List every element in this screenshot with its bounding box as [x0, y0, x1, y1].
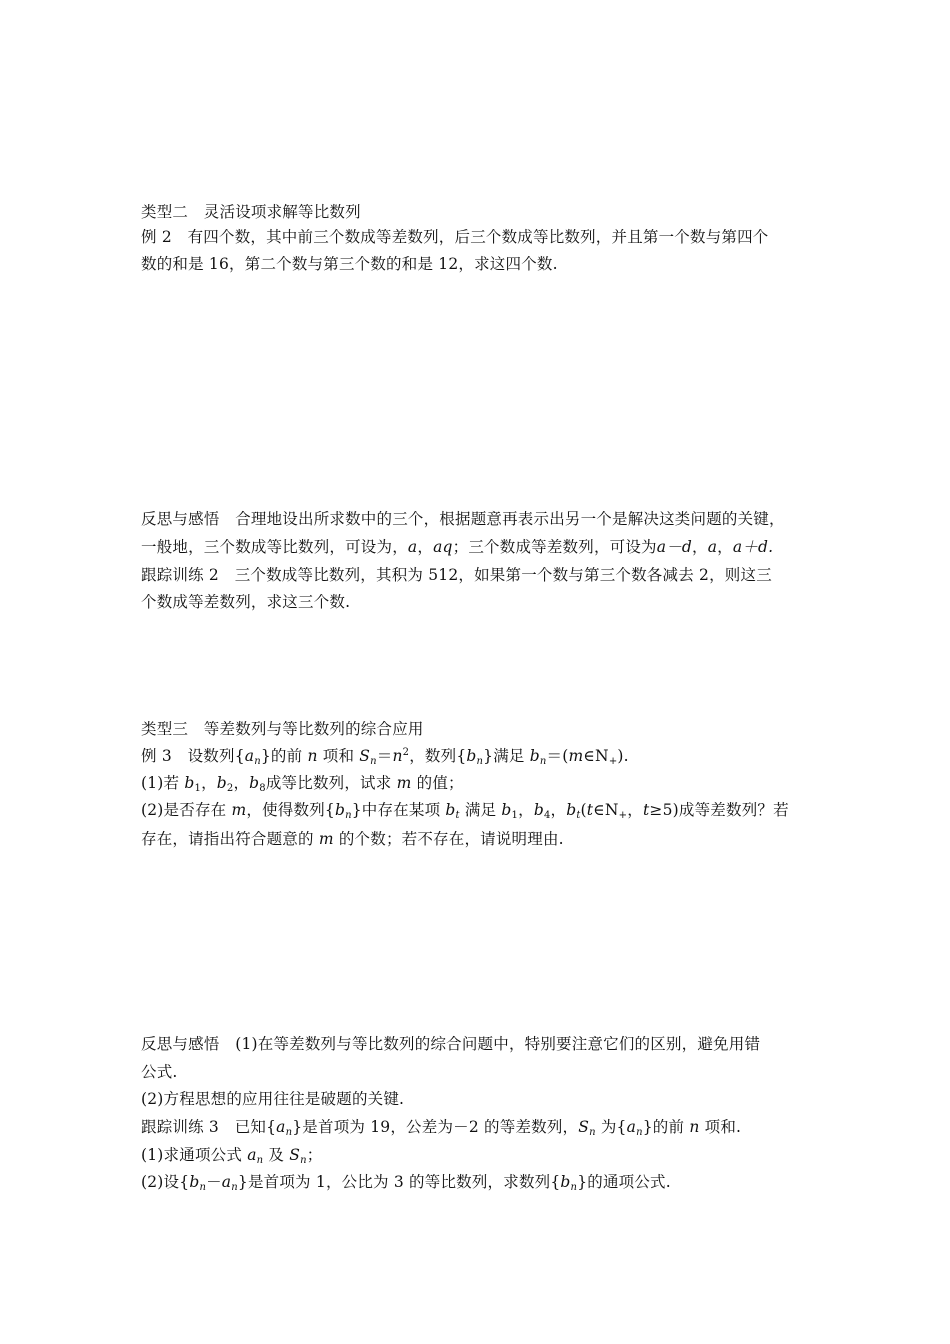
example2-line2: 数的和是 16，第二个数与第三个数的和是 12，求这四个数. [141, 255, 558, 273]
reflection2-line2: 一般地，三个数成等比数列，可设为，a，aq；三个数成等差数列，可设为a－d，a，a＋d. [141, 538, 774, 556]
example3-line2: (1)若 $b_1$，$b_2$，$b_8$成等比数列，试求 m 的值； [141, 774, 464, 794]
trace2-line2: 个数成等差数列，求这三个数. [141, 593, 351, 611]
reflection3-line2: 公式. [141, 1063, 178, 1081]
example2-line1: 例 2 有四个数，其中前三个数成等差数列，后三个数成等比数列，并且第一个数与第四个 [141, 228, 769, 246]
trace3-line2: (1)求通项公式 $a_n$ 及 $S_n$； [141, 1146, 323, 1166]
section3-title: 类型三 等差数列与等比数列的综合应用 [141, 720, 424, 738]
section2-title: 类型二 灵活设项求解等比数列 [141, 203, 361, 221]
reflection3-line3: (2)方程思想的应用往往是破题的关键. [141, 1090, 405, 1108]
reflection3-line1: 反思与感悟 (1)在等差数列与等比数列的综合问题中，特别要注意它们的区别，避免用错 [141, 1035, 761, 1053]
example3-line1: 例 3 设数列$\{a_n\}$的前 n 项和 $S_n=n^2$，数列$\{b_n\}$满足 $b_n=(m\in N_+)$. [141, 747, 629, 767]
trace3-line3: (2)设$\{b_n-a_n\}$是首项为 1，公比为 3 的等比数列，求数列$\{b_n\}$的通项公式. [141, 1173, 671, 1193]
reflection2-line1: 反思与感悟 合理地设出所求数中的三个，根据题意再表示出另一个是解决这类问题的关键， [141, 510, 785, 528]
example3-line4: 存在，请指出符合题意的 m 的个数；若不存在，请说明理由. [141, 830, 564, 848]
trace3-line1: 跟踪训练 3 已知$\{a_n\}$是首项为 19，公差为－2 的等差数列，$S_n$ 为$\{a_n\}$的前 n 项和. [141, 1118, 742, 1138]
trace2-line1: 跟踪训练 2 三个数成等比数列，其积为 512，如果第一个数与第三个数各减去 2，则这三 [141, 566, 772, 584]
example3-line3: (2)是否存在 m，使得数列$\{b_n\}$中存在某项 $b_t$ 满足 $b_1$，$b_4$，$b_t(t\in N_+$，t≥5)成等差数列？若 [141, 801, 789, 821]
